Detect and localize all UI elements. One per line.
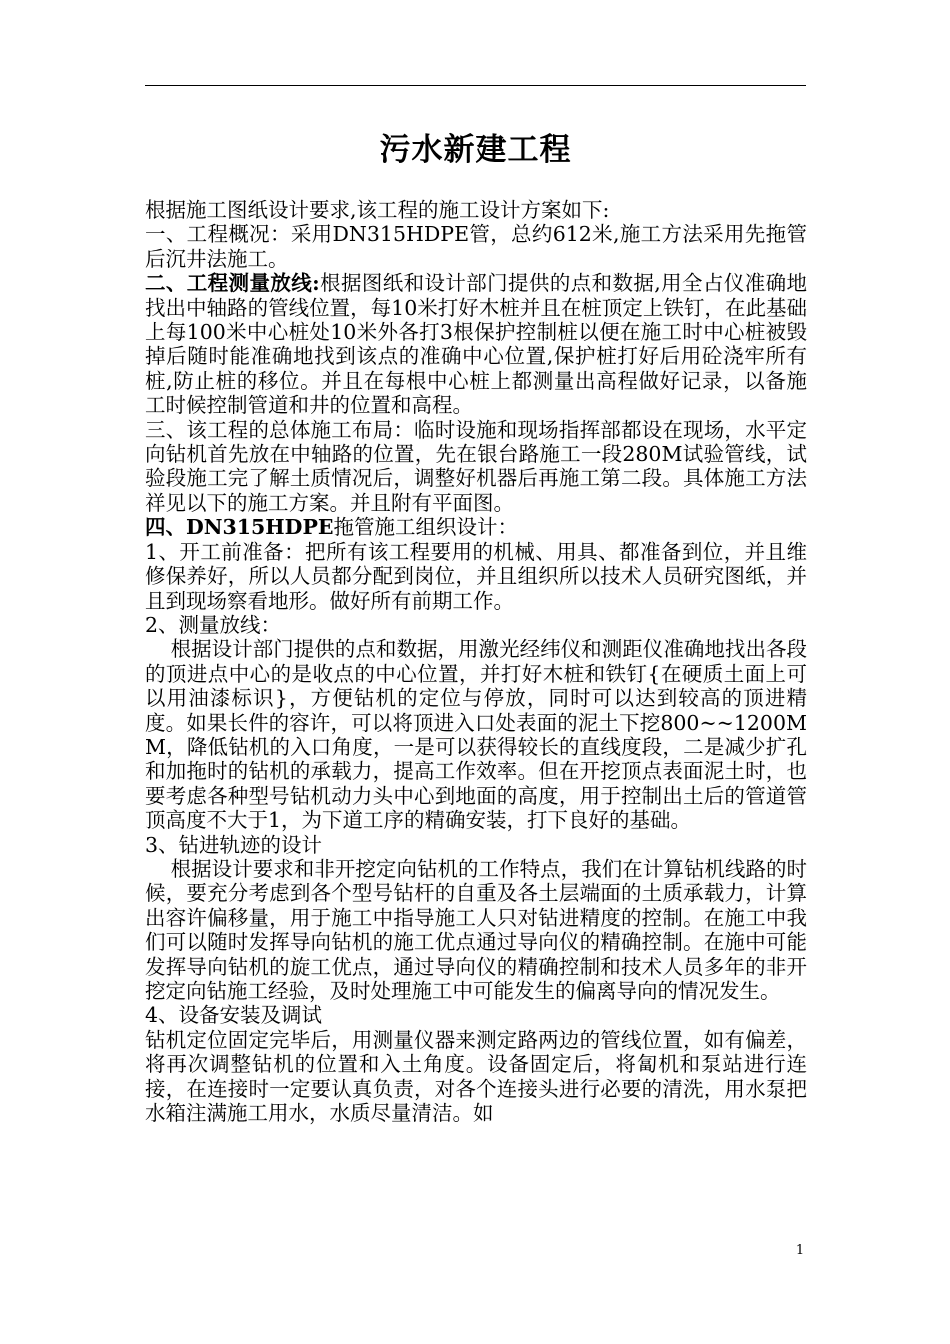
equipment-installation-paragraph: 钻机定位固定完毕后，用测量仪器来测定路两边的管线位置，如有偏差，将再次调整钻机的位置和入土角度。设备固定后，将匐机和泵站进行连接，在连接时一定要认真负责，对各个连接头进行必要的清洗，用水泵把水箱注满施工用水，水质尽量清洁。如 <box>145 1027 807 1126</box>
page-number: 1 <box>795 1243 805 1258</box>
pipe-pulling-design-heading: 四、DN315HDPE <box>145 515 334 540</box>
project-overview-paragraph: 一、工程概况：采用DN315HDPE管，总约612米,施工方法采用先拖管后沉井法施工。 <box>145 222 807 271</box>
survey-layout-text: 根据图纸和设计部门提供的点和数据,用全占仪准确地找出中轴路的管线位置，每10米打好木桩并且在桩顶定上铁钉，在此基础上每100米中心桩处10米外各打3根保护控制桩以便在施工时中心桩被毁掉后随时能准确地找到该点的准确中心位置,保护桩打好后用砼浇牢所有桩,防止桩的移位。并且在每根中心桩上都测量出高程做好记录，以备施工时候控制管道和井的位置和高程。 <box>145 271 807 418</box>
header-rule <box>145 85 806 86</box>
pipe-pulling-design-paragraph <box>145 515 807 539</box>
preparation-paragraph: 1、开工前准备：把所有该工程要用的机械、用具、都准备到位，并且维修保养好，所以人员都分配到岗位，并且组织所以技术人员研究图纸，并且到现场察看地形。做好所有前期工作。 <box>145 539 807 613</box>
survey-layout-heading: 二、工程测量放线: <box>145 271 320 296</box>
construction-layout-paragraph: 三、该工程的总体施工布局：临时设施和现场指挥部都设在现场，水平定向钻机首先放在中轴路的位置，先在银台路施工一段280M试验管线，试验段施工完了解土质情况后，调整好机器后再施工第二段。具体施工方法祥见以下的施工方案。并且附有平面图。 <box>145 417 807 515</box>
document-body <box>145 198 807 1125</box>
page-title: 污水新建工程 <box>379 132 572 168</box>
equipment-installation-heading: 4、设备安装及调试 <box>145 1003 323 1028</box>
pipe-pulling-design-text: 拖管施工组织设计： <box>333 515 518 540</box>
drilling-trajectory-paragraph: 根据设计要求和非开挖定向钻机的工作特点，我们在计算钻机线路的时候，要充分考虑到各个型号钻杆的自重及各土层端面的土质承载力，计算出容许偏移量，用于施工中指导施工人只对钻进精度的控制。在施工中我们可以随时发挥导向钻机的施工优点通过导向仪的精确控制。在施中可能发挥导向钻机的旋工优点，通过导向仪的精确控制和技术人员多年的非开挖定向钻施工经验，及时处理施工中可能发生的偏离导向的情况发生。 <box>145 856 807 1003</box>
measurement-paragraph: 根据设计部门提供的点和数据，用激光经纬仪和测距仪准确地找出各段的顶进点中心的是收点的中心位置，并打好木桩和铁钉{在硬质土面上可以用油漆标识}，方便钻机的定位与停放，同时可以达到较高的顶进精度。如果长件的容许，可以将顶进入口处表面的泥土下挖800~~1200MM，降低钻机的入口角度，一是可以获得较长的直线度段，二是减少扩孔和加拖时的钻机的承载力，提高工作效率。但在开挖顶点表面泥土时，也要考虑各种型号钻机动力头中心到地面的高度，用于控制出土后的管道管顶高度不大于1，为下道工序的精确安装，打下良好的基础。 <box>145 637 807 833</box>
drilling-trajectory-heading: 3、钻进轨迹的设计 <box>145 832 323 857</box>
measurement-heading: 2、测量放线： <box>145 612 282 637</box>
intro-paragraph: 根据施工图纸设计要求,该工程的施工设计方案如下: <box>145 198 610 222</box>
survey-layout-paragraph <box>145 271 807 417</box>
